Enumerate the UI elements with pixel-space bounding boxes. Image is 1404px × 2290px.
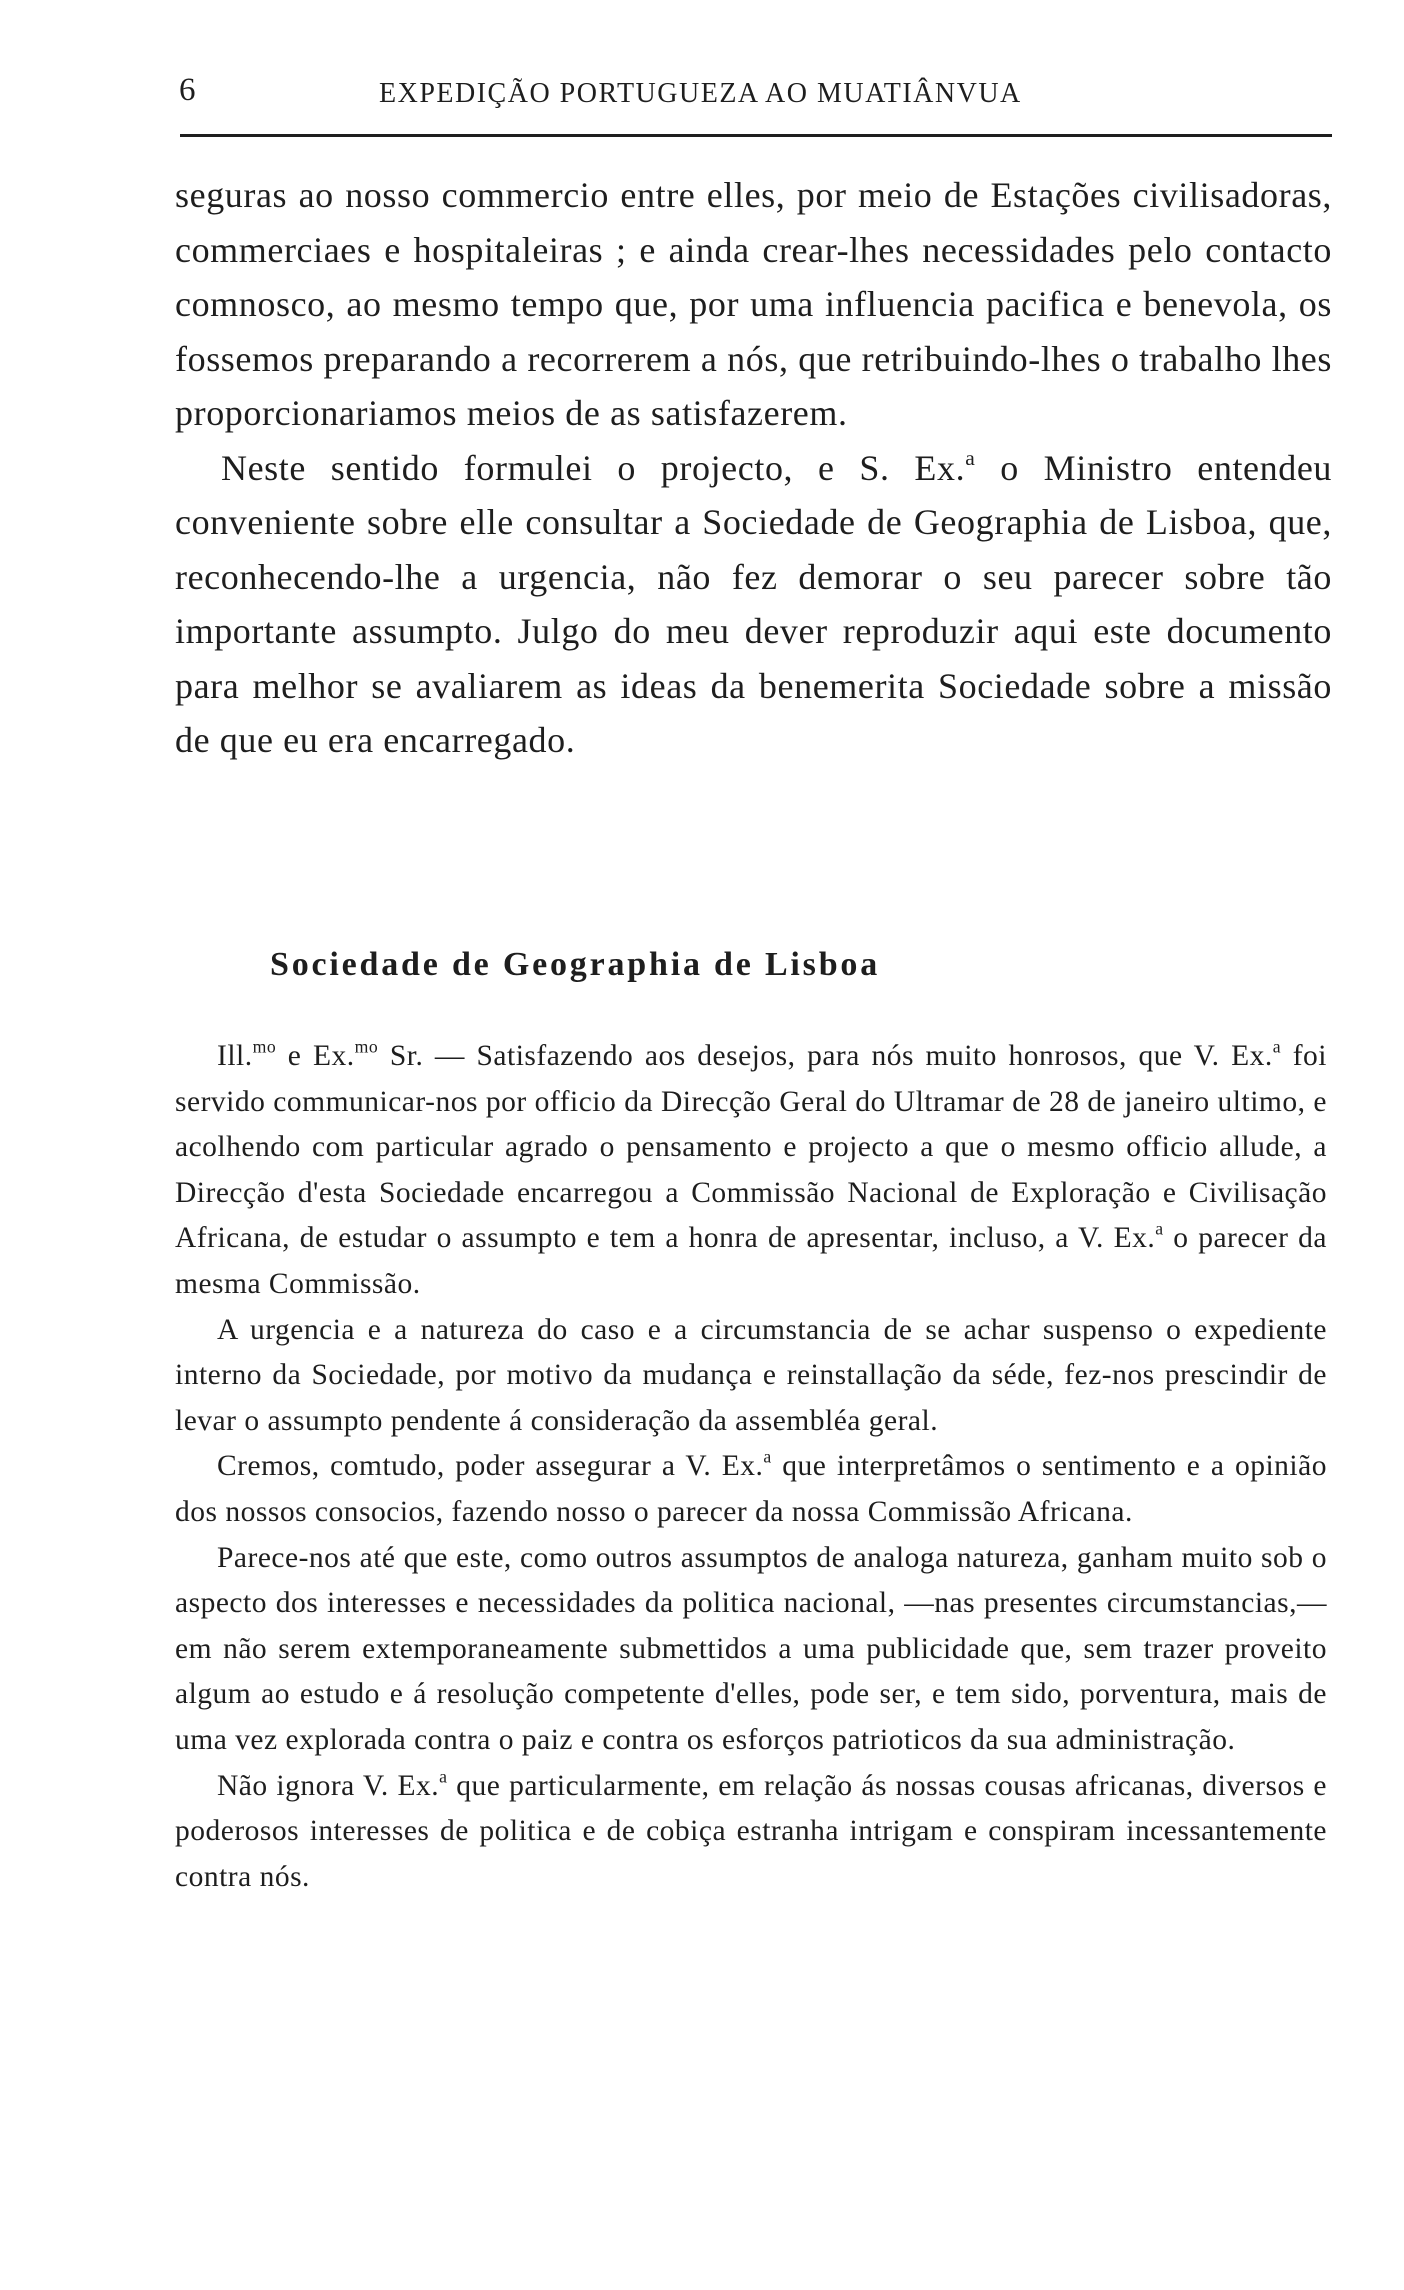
section-heading: Sociedade de Geographia de Lisboa xyxy=(270,946,881,983)
letter-paragraph xyxy=(175,1536,1327,1764)
paragraph-text: Neste sentido formulei o projecto, e S. Ex. xyxy=(221,447,966,488)
letter-text-run: A urgencia e a natureza do caso e a circumstancia de se achar suspenso o expediente interno da Sociedade, por motivo da mudança e reinstallação da séde, fez-nos prescindir de levar o assumpto pendente á consideração da assembléa geral. xyxy=(175,1313,1327,1437)
page-number: 6 xyxy=(179,72,197,108)
superscript: a xyxy=(763,1446,772,1467)
letter-text-run: e Ex. xyxy=(276,1040,355,1072)
header-rule xyxy=(180,134,1332,137)
superscript: a xyxy=(1272,1036,1282,1057)
superscript: a xyxy=(965,445,976,470)
superscript: mo xyxy=(252,1036,277,1057)
paragraph xyxy=(175,441,1332,768)
letter-text-run: Parece-nos até que este, como outros assumptos de analoga natureza, ganham muito sob o aspecto dos interesses e necessidades da politica nacional, —nas presentes circumstancias,— em não serem extemporaneamente submettidos a uma publicidade que, sem trazer proveito algum ao estudo e á resolução competente d'elles, pode ser, e tem sido, porventura, mais de uma vez explorada contra o paiz e contra os esforços patrioticos da sua administração. xyxy=(175,1541,1327,1756)
main-text xyxy=(175,168,1332,768)
letter-text-run: foi servido communicar-nos por officio da Direcção Geral do Ultramar de 28 de janeiro ultimo, e acolhendo com particular agrado o pensamento e projecto a que o mesmo officio allude, a Direcção d'esta Sociedade encarregou a Commissão Nacional de Exploração e Civilisação Africana, de estudar o assumpto e tem a honra de apresentar, incluso, a V. Ex. xyxy=(175,1040,1327,1255)
letter-paragraph xyxy=(175,1764,1327,1901)
letter-paragraph xyxy=(175,1308,1327,1445)
letter-text-run: que interpretâmos o sentimento e a opinião dos nossos consocios, fazendo nosso o parecer da nossa Commissão Africana. xyxy=(175,1450,1327,1528)
letter-text-run: Não ignora V. Ex. xyxy=(217,1769,440,1802)
letter-paragraph xyxy=(175,1444,1327,1535)
superscript: a xyxy=(1155,1219,1164,1239)
paragraph-text: o Ministro entendeu conveniente sobre elle consultar a Sociedade de Geographia de Lisboa, que, reconhecendo-lhe a urgencia, não fez demorar o seu parecer sobre tão importante assumpto. Julgo do meu dever reproduzir aqui este documento para melhor se avaliarem as ideas da benemerita Sociedade sobre a missão de que eu era encarregado. xyxy=(175,447,1332,760)
superscript: a xyxy=(439,1766,448,1787)
letter-text-run: Sr. — Satisfazendo aos desejos, para nós muito honrosos, que V. Ex. xyxy=(378,1040,1273,1072)
paragraph-text: seguras ao nosso commercio entre elles, por meio de Estações civilisadoras, commerciaes e hospitaleiras ; e ainda crear-lhes necessidades pelo contacto comnosco, ao mesmo tempo que, por uma influencia pacifica e benevola, os fossemos preparando a recorrerem a nós, que retribuindo-lhes o trabalho lhes proporcionariamos meios de as satisfazerem. xyxy=(175,175,1332,433)
letter-text-run: o parecer da mesma Commissão. xyxy=(175,1222,1327,1300)
running-title: EXPEDIÇÃO PORTUGUEZA AO MUATIÂNVUA xyxy=(379,78,1022,109)
running-header xyxy=(175,68,1332,118)
superscript: mo xyxy=(354,1036,379,1057)
paragraph xyxy=(175,168,1332,441)
letter-text xyxy=(175,1034,1327,1900)
letter-text-run: Cremos, comtudo, poder assegurar a V. Ex. xyxy=(217,1450,764,1483)
letter-paragraph xyxy=(175,1034,1327,1308)
letter-text-run: Ill. xyxy=(217,1040,253,1072)
letter-text-run: que particularmente, em relação ás nossas cousas africanas, diversos e poderosos interesses de politica e de cobiça estranha intrigam e conspiram incessantemente contra nós. xyxy=(175,1769,1327,1893)
